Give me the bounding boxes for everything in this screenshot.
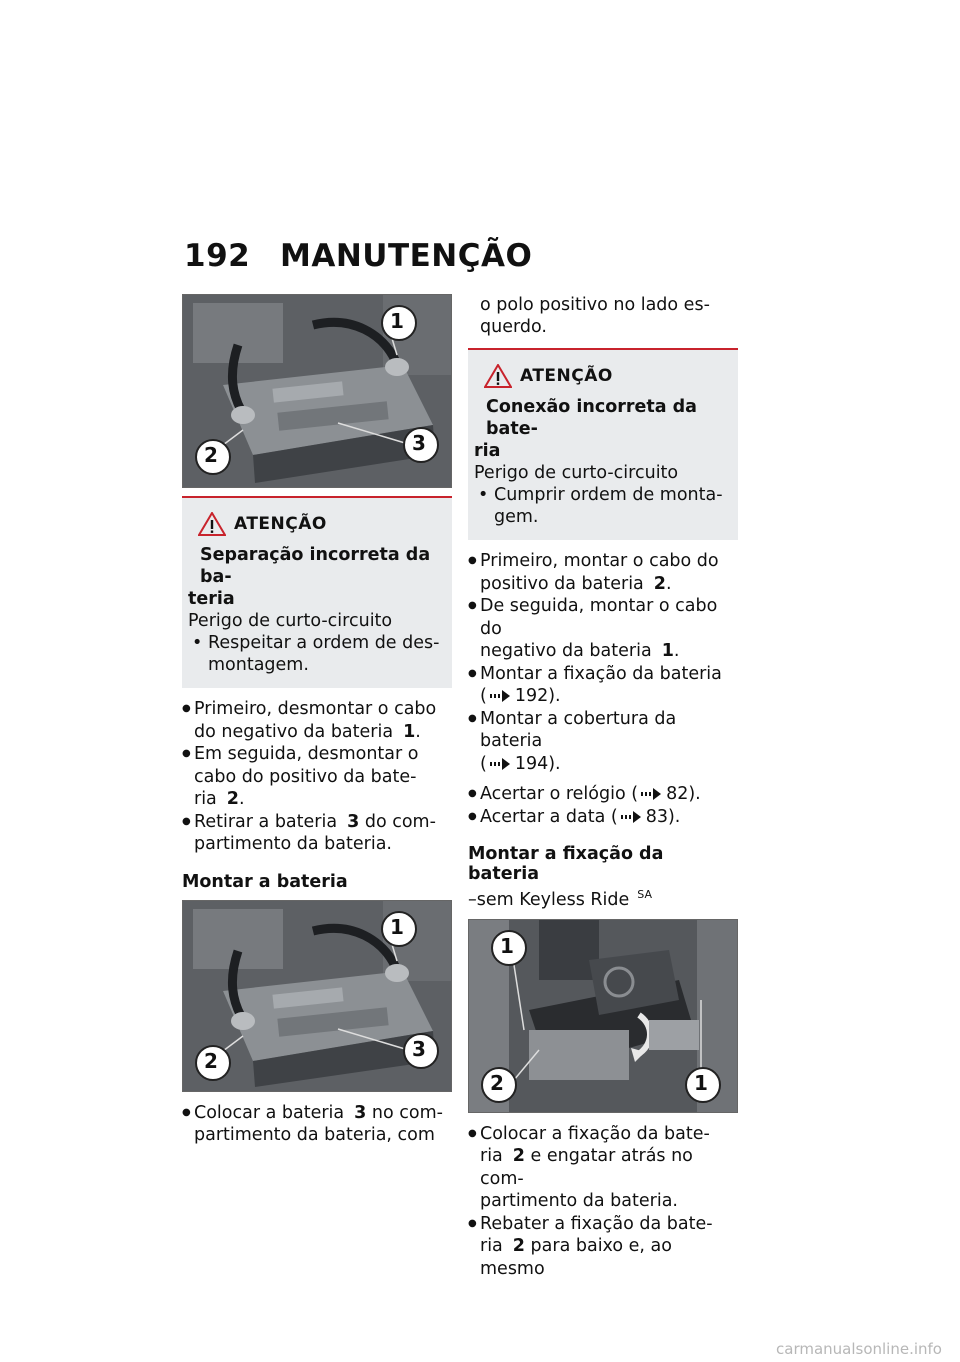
warning-bullet-cont: montagem.: [208, 655, 309, 675]
warning-subtitle: Separação incorreta da ba-: [200, 545, 431, 587]
sa-badge: SA: [637, 888, 653, 901]
battery-photo-install: [182, 900, 452, 1092]
step-text: do negativo da bateria: [194, 721, 394, 742]
removal-steps: [182, 698, 452, 856]
step-text: para baixo e, ao mesmo: [480, 1236, 672, 1279]
ref-number: 1: [403, 721, 416, 742]
ref-number: 3: [354, 1102, 367, 1123]
page-ref-arrow-icon[interactable]: [489, 690, 511, 702]
page-header: [184, 238, 532, 274]
step-text: Montar a cobertura da bateria: [480, 708, 677, 751]
step-text: do com-: [364, 811, 436, 832]
page-number: 192: [184, 238, 251, 274]
step-text: no com-: [371, 1102, 443, 1123]
list-item: [468, 1213, 738, 1281]
ref-number: 2: [512, 1236, 525, 1257]
right-column: [468, 294, 738, 1280]
watermark: carmanualsonline.info: [776, 1340, 942, 1358]
section-sub-text: –sem Keyless Ride: [468, 889, 630, 910]
warning-risk: Perigo de curto-circuito: [188, 611, 393, 631]
battery-holder-photo: [468, 919, 738, 1113]
list-item: [468, 663, 738, 708]
step-text: cabo do positivo da bate-: [194, 766, 417, 787]
ref-number: 2: [512, 1146, 525, 1167]
warning-box: [468, 348, 738, 540]
photo-label-3: 3: [412, 1036, 426, 1061]
step-tail: .: [665, 573, 672, 594]
warning-title: ATENÇÃO: [234, 514, 327, 534]
step-text: Acertar o relógio (: [480, 784, 639, 804]
list-item: [468, 806, 738, 829]
step-text: ria: [480, 1146, 503, 1167]
step-text: partimento da bateria, com: [194, 1125, 435, 1145]
step-text: Em seguida, desmontar o: [194, 744, 419, 764]
warning-triangle-icon: [484, 364, 512, 388]
page-ref[interactable]: 194).: [514, 753, 561, 774]
photo-label-3: 3: [412, 431, 426, 455]
step-text: ria: [194, 789, 217, 809]
list-item: [182, 1102, 452, 1147]
section-title: MANUTENÇÃO: [280, 238, 533, 274]
photo-label-2: 2: [204, 1048, 218, 1073]
warning-risk: Perigo de curto-circuito: [474, 463, 679, 483]
step-tail: .: [673, 641, 680, 661]
section-heading: Montar a bateria: [182, 871, 348, 892]
section-subheading: [468, 884, 738, 911]
step-text: Rebater a fixação da bate-: [480, 1213, 713, 1234]
paren-open: (: [480, 686, 487, 706]
step-text: positivo da bateria: [480, 573, 644, 594]
warning-subtitle: Conexão incorreta da bate-: [486, 397, 697, 439]
continued-text: querdo.: [480, 317, 547, 337]
warning-header: [198, 512, 444, 536]
warning-header: [484, 364, 730, 388]
section-heading: Montar a fixação da bateria: [468, 844, 664, 884]
page-ref-arrow-icon[interactable]: [489, 758, 511, 770]
list-item: [182, 698, 452, 743]
step-text: Montar a fixação da bateria: [480, 663, 722, 684]
continued-text: o polo positivo no lado es-: [480, 295, 710, 315]
list-item: [182, 811, 452, 856]
page-ref[interactable]: 83).: [645, 806, 681, 827]
step-text: partimento da bateria.: [480, 1191, 678, 1212]
paren-open: (: [480, 753, 487, 774]
list-item: [468, 1123, 738, 1213]
ref-number: 2: [226, 789, 239, 809]
install-steps: [182, 1102, 452, 1147]
list-item: [182, 743, 452, 811]
step-text: De seguida, montar o cabo do: [480, 596, 718, 639]
ref-number: 1: [661, 641, 674, 661]
list-item: [468, 783, 738, 806]
photo-label-2: 2: [204, 443, 218, 467]
step-text: Primeiro, desmontar o cabo: [194, 699, 437, 719]
step-text: partimento da bateria.: [194, 834, 392, 854]
photo-label-1b: 1: [694, 1070, 708, 1095]
photo-label-1: 1: [500, 933, 514, 958]
page-ref-arrow-icon[interactable]: [640, 788, 662, 800]
step-tail: .: [238, 789, 245, 809]
ref-number: 2: [653, 573, 666, 594]
warning-box: [182, 496, 452, 688]
battery-photo-removal: [182, 294, 452, 488]
step-text: e engatar atrás no com-: [480, 1146, 693, 1189]
list-item: [468, 708, 738, 776]
clock-steps: [468, 783, 738, 828]
warning-bullet-cont: gem.: [494, 507, 539, 527]
warning-bullet: • Respeitar a ordem de des-: [188, 632, 444, 654]
step-text: Acertar a data (: [480, 806, 618, 827]
step-text: Primeiro, montar o cabo do: [480, 551, 719, 571]
list-item: [468, 595, 738, 663]
warning-title: ATENÇÃO: [520, 366, 613, 386]
left-column: [182, 294, 452, 1147]
warning-subtitle-cont: ria: [474, 441, 501, 461]
photo-label-1: 1: [390, 309, 404, 333]
step-text: ria: [480, 1236, 503, 1257]
page-ref[interactable]: 192).: [514, 686, 561, 706]
mount-steps: [468, 550, 738, 775]
warning-triangle-icon: [198, 512, 226, 536]
ref-number: 3: [347, 811, 360, 832]
page-ref[interactable]: 82).: [666, 784, 701, 804]
step-tail: .: [415, 721, 421, 742]
photo-label-1: 1: [390, 914, 404, 939]
step-text: Colocar a bateria: [194, 1102, 345, 1123]
step-text: Retirar a bateria: [194, 811, 338, 832]
page-ref-arrow-icon[interactable]: [620, 811, 642, 823]
photo-label-2: 2: [490, 1070, 504, 1095]
warning-bullet: • Cumprir ordem de monta-: [474, 484, 730, 506]
list-item: [468, 550, 738, 595]
step-text: negativo da bateria: [480, 641, 652, 661]
holder-steps: [468, 1123, 738, 1281]
warning-subtitle-cont: teria: [188, 589, 235, 609]
step-text: Colocar a fixação da bate-: [480, 1123, 710, 1144]
